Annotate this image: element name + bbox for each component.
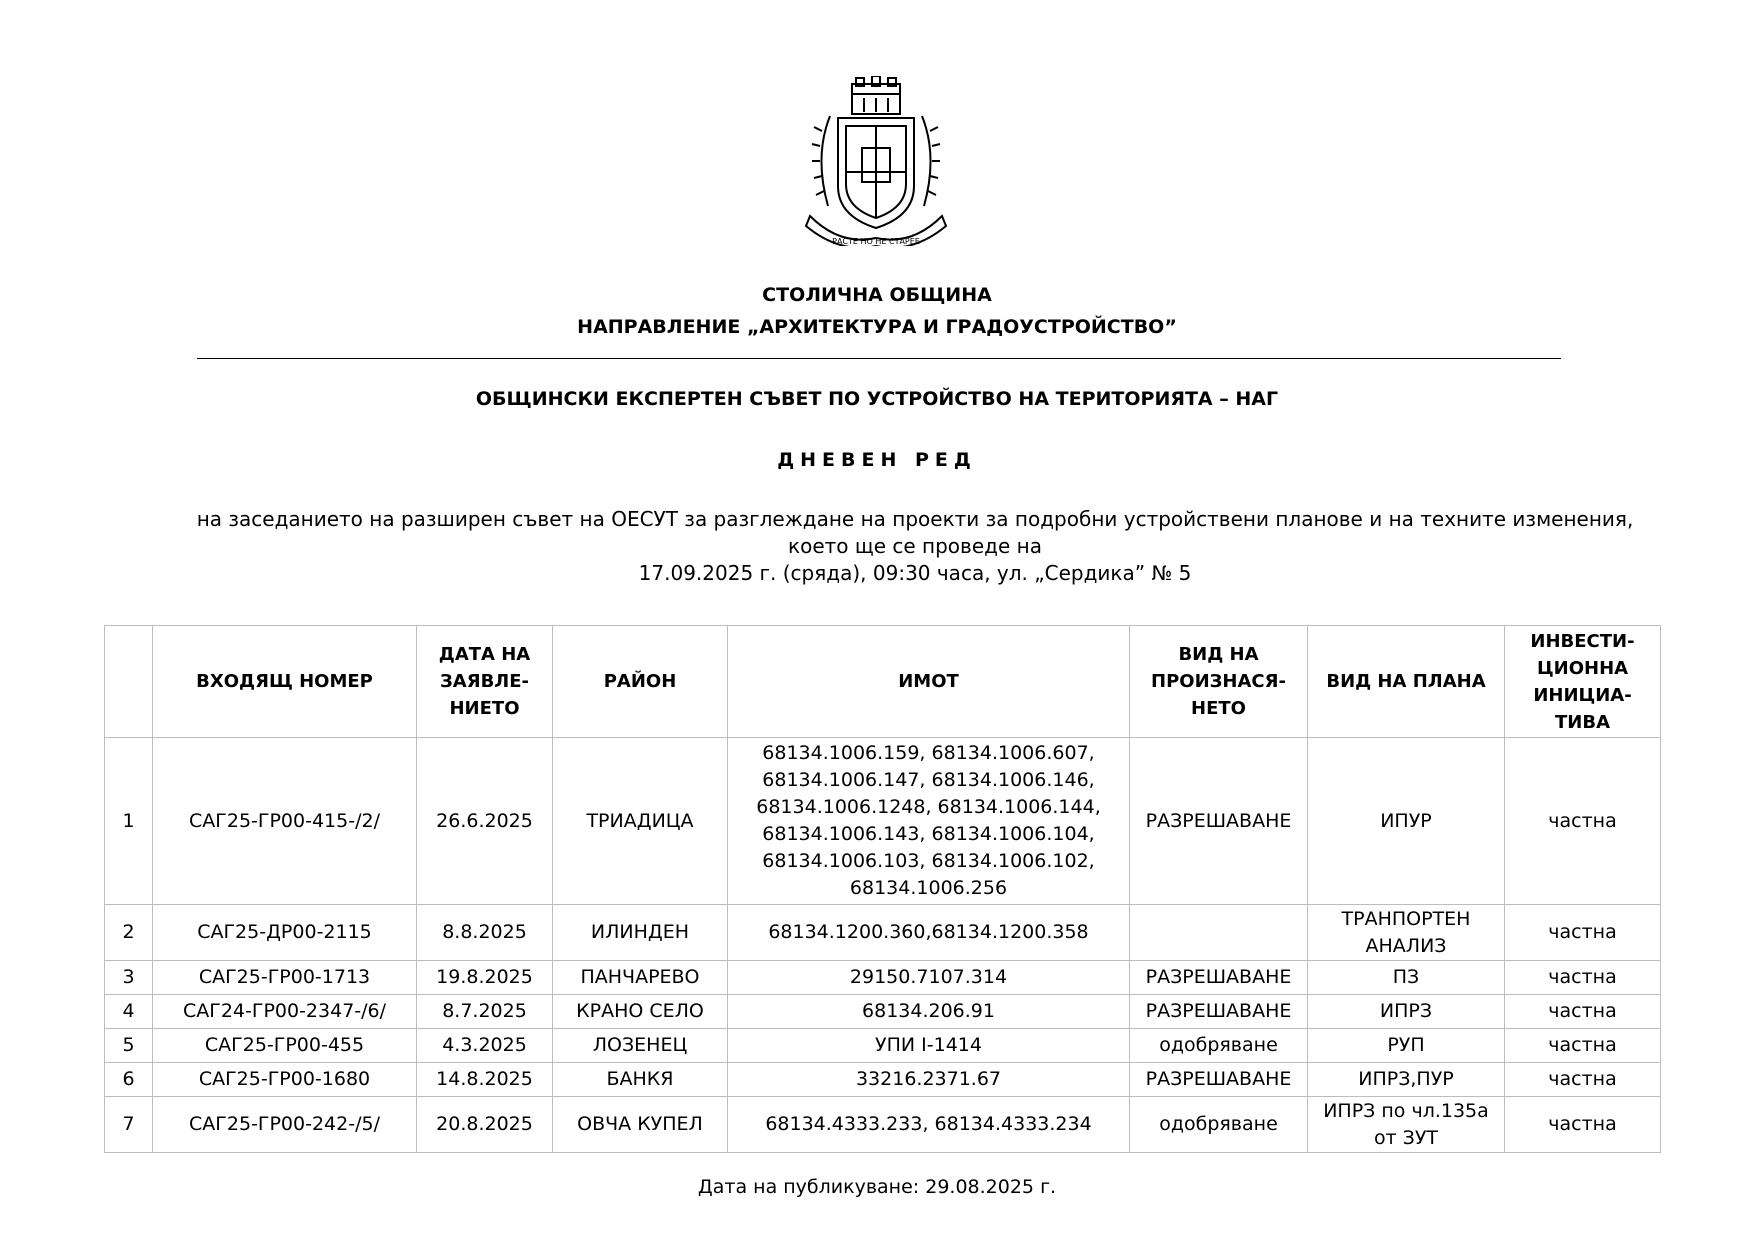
- row-date: 20.8.2025: [417, 1097, 553, 1153]
- council-name: ОБЩИНСКИ ЕКСПЕРТЕН СЪВЕТ ПО УСТРОЙСТВО НА ТЕРИТОРИЯТА – НАГ: [475, 388, 1279, 410]
- row-district: ПАНЧАРЕВО: [553, 961, 728, 995]
- col-header-application-date: ДАТА НА ЗАЯВЛЕ-НИЕТО: [417, 626, 553, 738]
- row-initiative: частна: [1505, 961, 1661, 995]
- row-num: 1: [105, 738, 153, 905]
- row-initiative: частна: [1505, 905, 1661, 961]
- row-decision: одобряване: [1130, 1097, 1308, 1153]
- row-incoming-number: САГ25-ДР00-2115: [153, 905, 417, 961]
- table-row: [105, 1029, 1661, 1063]
- row-num: 2: [105, 905, 153, 961]
- row-incoming-number: САГ25-ГР00-455: [153, 1029, 417, 1063]
- row-property: 68134.1006.159, 68134.1006.607, 68134.1006.147, 68134.1006.146, 68134.1006.1248, 68134.1006.144, 68134.1006.143, 68134.1006.104, 68134.1006.103, 68134.1006.102, 68134.1006.256: [728, 738, 1130, 905]
- row-date: 4.3.2025: [417, 1029, 553, 1063]
- row-num: 6: [105, 1063, 153, 1097]
- sofia-coat-of-arms-logo: [800, 76, 952, 246]
- table-row: [105, 1063, 1661, 1097]
- col-header-plan-type: ВИД НА ПЛАНА: [1308, 626, 1505, 738]
- row-plan: ИПУР: [1308, 738, 1505, 905]
- row-plan: ИПРЗ: [1308, 995, 1505, 1029]
- row-district: ЛОЗЕНЕЦ: [553, 1029, 728, 1063]
- row-num: 3: [105, 961, 153, 995]
- row-plan: РУП: [1308, 1029, 1505, 1063]
- row-initiative: частна: [1505, 995, 1661, 1029]
- row-date: 19.8.2025: [417, 961, 553, 995]
- row-date: 26.6.2025: [417, 738, 553, 905]
- row-initiative: частна: [1505, 1029, 1661, 1063]
- row-num: 4: [105, 995, 153, 1029]
- row-plan: ИПРЗ по чл.135а от ЗУТ: [1308, 1097, 1505, 1153]
- col-header-incoming-number: ВХОДЯЩ НОМЕР: [153, 626, 417, 738]
- row-plan: ИПРЗ,ПУР: [1308, 1063, 1505, 1097]
- row-decision: одобряване: [1130, 1029, 1308, 1063]
- row-property: 68134.206.91: [728, 995, 1130, 1029]
- intro-text: на заседанието на разширен съвет на ОЕСУТ за разглеждане на проекти за подробни устройствени планове и на техните изменения, което ще се проведе на: [196, 507, 1634, 558]
- row-property: УПИ I-1414: [728, 1029, 1130, 1063]
- header-divider: [197, 358, 1561, 359]
- row-district: КРАНО СЕЛО: [553, 995, 728, 1029]
- col-header-property: ИМОТ: [728, 626, 1130, 738]
- row-num: 5: [105, 1029, 153, 1063]
- directorate-name: НАПРАВЛЕНИЕ „АРХИТЕКТУРА И ГРАДОУСТРОЙСТВО”: [577, 316, 1177, 338]
- meeting-datetime-place: 17.09.2025 г. (сряда), 09:30 часа, ул. „Сердика” № 5: [638, 561, 1192, 585]
- row-decision: РАЗРЕШАВАНЕ: [1130, 995, 1308, 1029]
- table-row: [105, 738, 1661, 905]
- row-property: 33216.2371.67: [728, 1063, 1130, 1097]
- row-incoming-number: САГ25-ГР00-415-/2/: [153, 738, 417, 905]
- table-row: [105, 905, 1661, 961]
- row-num: 7: [105, 1097, 153, 1153]
- crest-motto-text: РАСТЕ НО НЕ СТАРЕЕ: [832, 237, 920, 246]
- row-district: БАНКЯ: [553, 1063, 728, 1097]
- row-incoming-number: САГ25-ГР00-1713: [153, 961, 417, 995]
- organization-name: СТОЛИЧНА ОБЩИНА: [762, 284, 992, 306]
- row-decision: [1130, 905, 1308, 961]
- row-property: 68134.1200.360,68134.1200.358: [728, 905, 1130, 961]
- table-row: [105, 995, 1661, 1029]
- row-property: 29150.7107.314: [728, 961, 1130, 995]
- col-header-num: [105, 626, 153, 738]
- row-incoming-number: САГ25-ГР00-1680: [153, 1063, 417, 1097]
- table-row: [105, 1097, 1661, 1153]
- publication-date: Дата на публикуване: 29.08.2025 г.: [697, 1176, 1057, 1198]
- table-header-row: [105, 626, 1661, 738]
- row-incoming-number: САГ25-ГР00-242-/5/: [153, 1097, 417, 1153]
- row-district: ОВЧА КУПЕЛ: [553, 1097, 728, 1153]
- row-decision: РАЗРЕШАВАНЕ: [1130, 738, 1308, 905]
- row-initiative: частна: [1505, 738, 1661, 905]
- table-row: [105, 961, 1661, 995]
- row-date: 8.8.2025: [417, 905, 553, 961]
- row-property: 68134.4333.233, 68134.4333.234: [728, 1097, 1130, 1153]
- row-incoming-number: САГ24-ГР00-2347-/6/: [153, 995, 417, 1029]
- col-header-initiative: ИНВЕСТИ-ЦИОННА ИНИЦИА-ТИВА: [1505, 626, 1661, 738]
- row-decision: РАЗРЕШАВАНЕ: [1130, 961, 1308, 995]
- row-district: ТРИАДИЦА: [553, 738, 728, 905]
- row-plan: ТРАНПОРТЕН АНАЛИЗ: [1308, 905, 1505, 961]
- row-date: 14.8.2025: [417, 1063, 553, 1097]
- row-plan: ПЗ: [1308, 961, 1505, 995]
- col-header-decision-type: ВИД НА ПРОИЗНАСЯ-НЕТО: [1130, 626, 1308, 738]
- row-district: ИЛИНДЕН: [553, 905, 728, 961]
- row-initiative: частна: [1505, 1097, 1661, 1153]
- col-header-district: РАЙОН: [553, 626, 728, 738]
- row-initiative: частна: [1505, 1063, 1661, 1097]
- agenda-table: [104, 625, 1661, 1153]
- row-date: 8.7.2025: [417, 995, 553, 1029]
- row-decision: РАЗРЕШАВАНЕ: [1130, 1063, 1308, 1097]
- meeting-intro: [195, 506, 1635, 587]
- agenda-title: ДНЕВЕН РЕД: [777, 449, 977, 471]
